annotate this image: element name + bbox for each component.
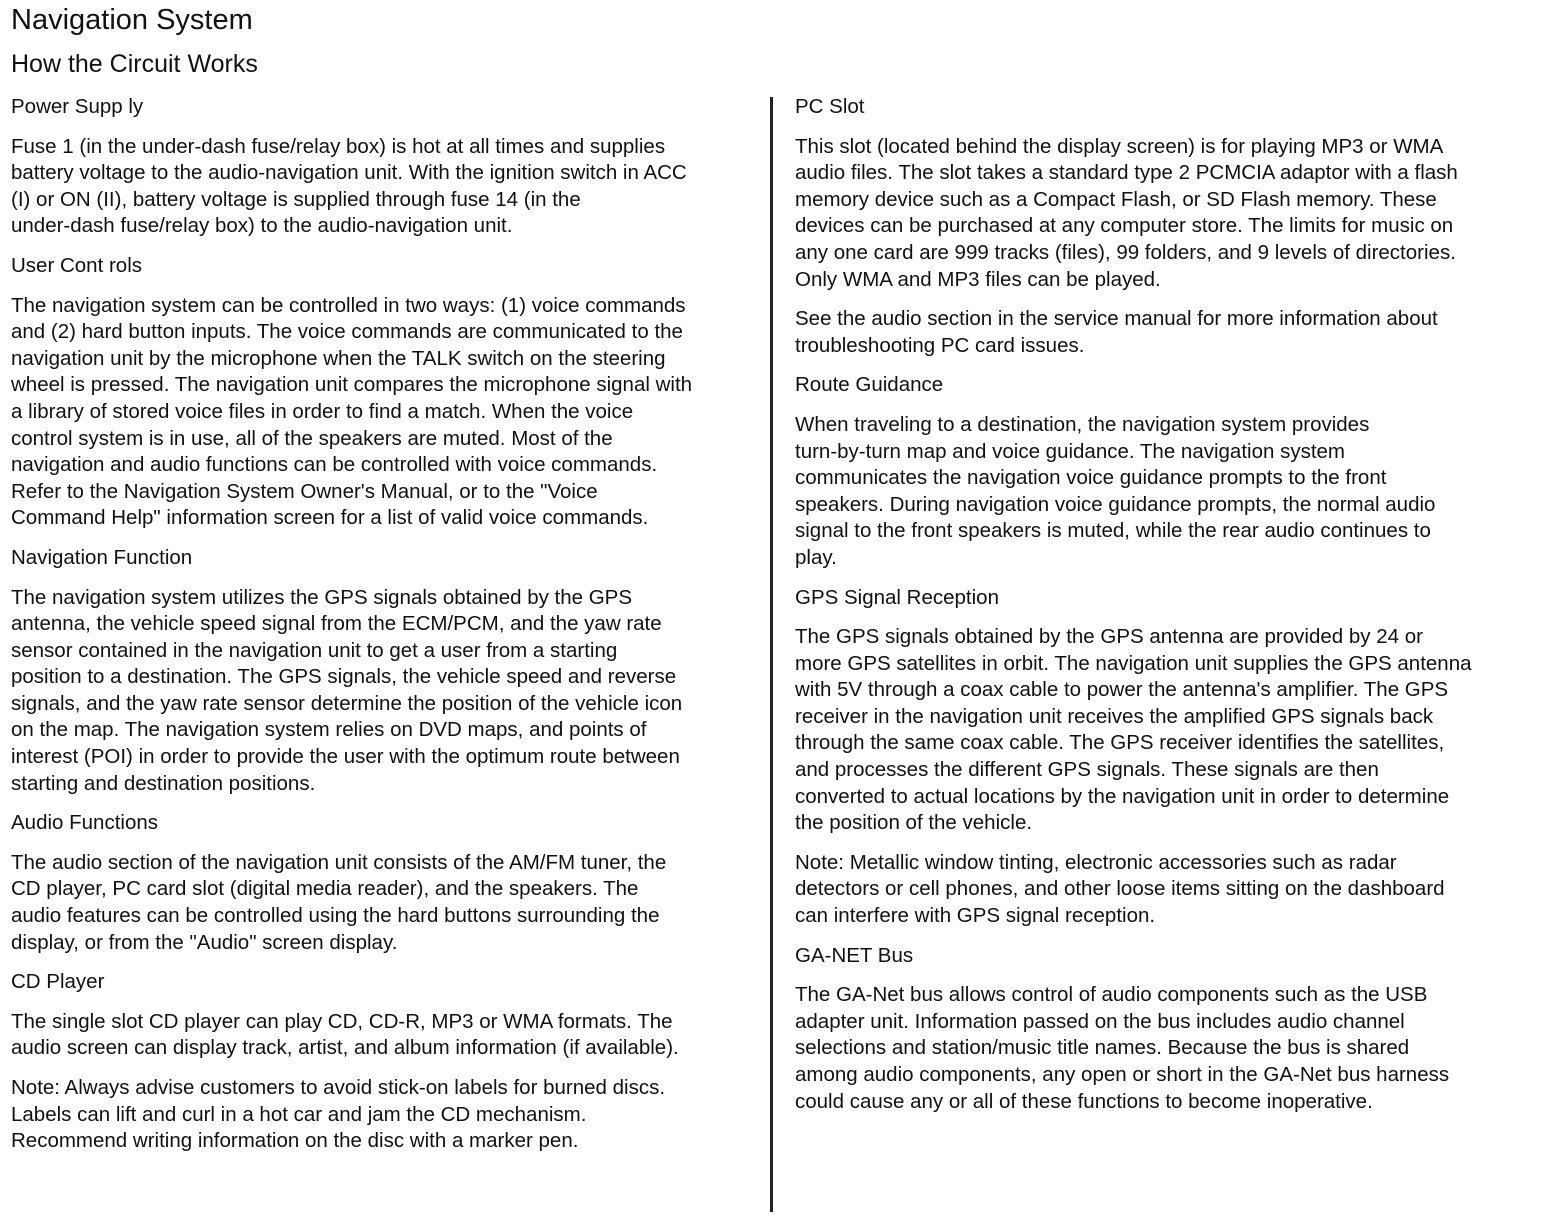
text-line: The GPS signals obtained by the GPS antenna are provided by 24 or [795,625,1423,649]
section-paragraph [11,850,761,956]
text-line: navigation and audio functions can be controlled with voice commands. [11,453,658,477]
text-line: The navigation system utilizes the GPS signals obtained by the GPS [11,585,633,609]
text-line: interest (POI) in order to provide the user with the optimum route between [11,745,680,769]
text-line: and processes the different GPS signals. These signals are then [795,758,1379,782]
text-line: any one card are 999 tracks (files), 99 folders, and 9 levels of directories. [795,240,1456,264]
section-heading: User Cont rols [11,253,143,277]
text-line: CD player, PC card slot (digital media reader), and the speakers. The [11,877,639,901]
text-line: audio files. The slot takes a standard type 2 PCMCIA adaptor with a flash [795,161,1458,185]
page-subtitle: How the Circuit Works [11,50,258,78]
section-paragraph [11,585,761,798]
text-line: troubleshooting PC card issues. [795,333,1085,357]
text-line: wheel is pressed. The navigation unit compares the microphone signal with [11,373,693,397]
section-heading: Audio Functions [11,811,159,835]
text-line: This slot (located behind the display screen) is for playing MP3 or WMA [795,134,1444,158]
text-line: Refer to the Navigation System Owner's Manual, or to the "Voice [11,479,598,503]
text-line: See the audio section in the service manual for more information about [795,307,1438,331]
section-heading: CD Player [11,970,105,994]
text-line: signal to the front speakers is muted, while the rear audio continues to [795,519,1431,543]
section-pc-slot [795,94,1535,359]
text-line: speakers. During navigation voice guidance prompts, the normal audio [795,492,1436,516]
text-line: with 5V through a coax cable to power the antenna's amplifier. The GPS [795,678,1449,702]
section-gps-signal-reception [795,585,1535,930]
section-heading: GA-NET Bus [795,943,914,967]
text-line: Command Help" information screen for a list of valid voice commands. [11,506,649,530]
text-line: Labels can lift and curl in a hot car and jam the CD mechanism. [11,1102,587,1126]
text-line: the position of the vehicle. [795,811,1033,835]
section-navigation-function [11,545,761,797]
text-line: audio features can be controlled using the hard buttons surrounding the [11,904,660,928]
section-power-supply [11,94,761,240]
text-line: The navigation system can be controlled in two ways: (1) voice commands [11,293,686,317]
section-heading: Power Supp ly [11,95,144,118]
text-line: detectors or cell phones, and other loose items sitting on the dashboard [795,877,1445,901]
section-user-controls [11,253,761,532]
text-line: display, or from the "Audio" screen display. [11,930,398,954]
section-ga-net-bus [795,943,1535,1116]
text-line: more GPS satellites in orbit. The navigation unit supplies the GPS antenna [795,651,1472,675]
text-line: starting and destination positions. [11,771,316,795]
section-paragraph [11,134,761,240]
text-line: among audio components, any open or short in the GA-Net bus harness [795,1063,1450,1086]
text-line: signals, and the yaw rate sensor determine the position of the vehicle icon [11,691,683,715]
text-line: position to a destination. The GPS signals, the vehicle speed and reverse [11,665,677,689]
text-line: through the same coax cable. The GPS receiver identifies the satellites, [795,731,1445,755]
text-line: Note: Metallic window tinting, electronic accessories such as radar [795,850,1397,874]
section-paragraph [795,134,1535,294]
see-also-paragraph [795,306,1535,359]
section-heading: PC Slot [795,95,865,118]
note-paragraph [795,850,1535,930]
text-line: communicates the navigation voice guidance prompts to the front [795,466,1387,490]
text-line: receiver in the navigation unit receives the amplified GPS signals back [795,704,1434,728]
text-line: When traveling to a destination, the navigation system provides [795,412,1370,436]
text-line: could cause any or all of these functions to become inoperative. [795,1089,1373,1113]
text-line: selections and station/music title names. Because the bus is shared [795,1036,1410,1060]
section-route-guidance [795,372,1535,571]
section-audio-functions [11,810,761,956]
text-line: The GA-Net bus allows control of audio components such as the USB [795,983,1428,1007]
text-line: devices can be purchased at any computer store. The limits for music on [795,214,1454,238]
text-line: adapter unit. Information passed on the bus includes audio channel [795,1009,1405,1033]
column-divider [770,97,773,1212]
page-title: Navigation System [11,4,253,36]
text-line: and (2) hard button inputs. The voice commands are communicated to the [11,320,683,344]
text-line: turn-by-turn map and voice guidance. The navigation system [795,439,1346,463]
section-paragraph [795,412,1535,572]
text-line: antenna, the vehicle speed signal from the ECM/PCM, and the yaw rate [11,612,662,636]
right-column [795,94,1535,1128]
text-line: on the map. The navigation system relies on DVD maps, and points of [11,718,647,742]
section-paragraph [11,1009,761,1062]
note-paragraph [11,1075,761,1155]
text-line: (I) or ON (II), battery voltage is supplied through fuse 14 (in the [11,187,581,211]
section-paragraph [11,293,761,532]
text-line: play. [795,545,837,569]
section-heading: Navigation Function [11,545,193,569]
text-line: Only WMA and MP3 files can be played. [795,267,1161,291]
section-heading: GPS Signal Reception [795,585,999,609]
text-line: control system is in use, all of the speakers are muted. Most of the [11,426,613,450]
text-line: Recommend writing information on the disc with a marker pen. [11,1129,579,1153]
text-line: The single slot CD player can play CD, CD-R, MP3 or WMA formats. The [11,1009,673,1033]
text-line: can interfere with GPS signal reception. [795,904,1156,928]
text-line: under-dash fuse/relay box) to the audio-navigation unit. [11,214,513,238]
section-paragraph [795,624,1535,837]
text-line: navigation unit by the microphone when the TALK switch on the steering [11,346,666,370]
section-paragraph [795,982,1535,1115]
text-line: converted to actual locations by the navigation unit in order to determine [795,784,1450,808]
text-line: The audio section of the navigation unit consists of the AM/FM tuner, the [11,850,667,874]
section-cd-player [11,969,761,1155]
section-heading: Route Guidance [795,373,944,397]
text-line: Note: Always advise customers to avoid stick-on labels for burned discs. [11,1076,666,1099]
text-line: battery voltage to the audio-navigation unit. With the ignition switch in ACC [11,161,687,185]
text-line: audio screen can display track, artist, and album information (if available). [11,1036,679,1060]
text-line: sensor contained in the navigation unit to get a user from a starting [11,638,618,662]
text-line: Fuse 1 (in the under-dash fuse/relay box) is hot at all times and supplies [11,134,666,158]
text-line: a library of stored voice files in order to find a match. When the voice [11,399,634,423]
text-line: memory device such as a Compact Flash, or SD Flash memory. These [795,187,1437,211]
left-column [11,94,761,1168]
